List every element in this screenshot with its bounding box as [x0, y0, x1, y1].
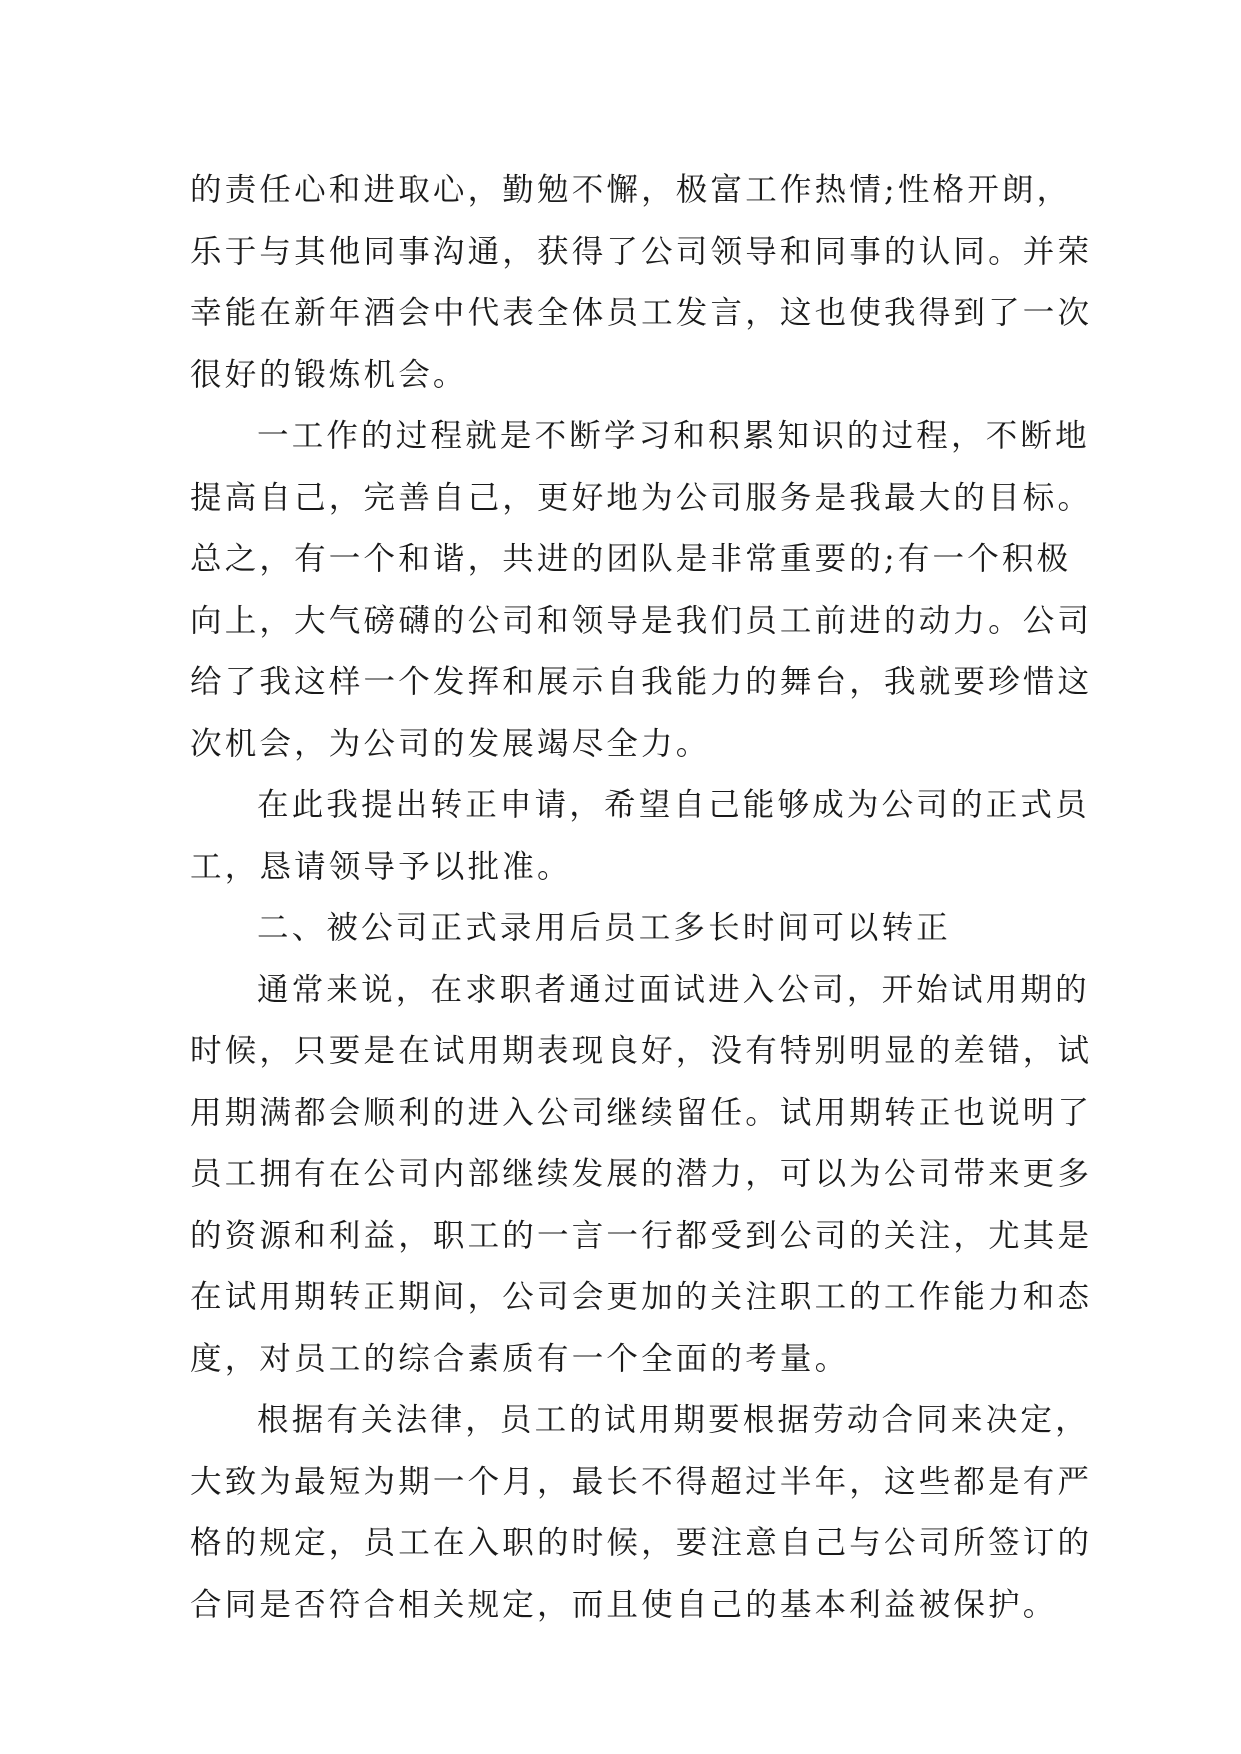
text-line: 一工作的过程就是不断学习和积累知识的过程，不断地	[257, 418, 1090, 454]
text-line: 总之，有一个和谐，共进的团队是非常重要的;有一个积极	[190, 541, 1072, 577]
text-line: 二、被公司正式录用后员工多长时间可以转正	[257, 910, 952, 946]
paragraph	[190, 775, 1090, 898]
text-line: 合同是否符合相关规定，而且使自己的基本利益被保护。	[190, 1586, 1058, 1623]
paragraph	[190, 406, 1093, 775]
text-line: 员工拥有在公司内部继续发展的潜力，可以为公司带来更多	[190, 1156, 1093, 1192]
text-line: 次机会，为公司的发展竭尽全力。	[190, 725, 711, 762]
text-line: 用期满都会顺利的进入公司继续留任。试用期转正也说明了	[190, 1094, 1093, 1131]
paragraph	[190, 898, 1050, 960]
text-line: 提高自己，完善自己，更好地为公司服务是我最大的目标。	[190, 479, 1093, 516]
text-line: 幸能在新年酒会中代表全体员工发言，这也使我得到了一次	[190, 295, 1093, 331]
text-line: 大致为最短为期一个月，最长不得超过半年，这些都是有严	[190, 1463, 1093, 1500]
document-body	[190, 160, 1093, 1636]
text-line: 乐于与其他同事沟通，获得了公司领导和同事的认同。并荣	[190, 233, 1093, 270]
text-line: 给了我这样一个发挥和展示自我能力的舞台，我就要珍惜这	[190, 664, 1093, 700]
text-line: 通常来说，在求职者通过面试进入公司，开始试用期的	[257, 971, 1090, 1008]
text-line: 向上，大气磅礴的公司和领导是我们员工前进的动力。公司	[190, 602, 1093, 639]
text-line: 很好的锻炼机会。	[190, 356, 468, 393]
paragraph	[190, 960, 1093, 1391]
text-line: 度，对员工的综合素质有一个全面的考量。	[190, 1340, 850, 1377]
paragraph	[190, 1390, 1093, 1636]
text-line: 的责任心和进取心，勤勉不懈，极富工作热情;性格开朗，	[190, 172, 1072, 208]
paragraph	[190, 160, 1093, 406]
text-line: 时候，只要是在试用期表现良好，没有特别明显的差错，试	[190, 1033, 1093, 1069]
text-line: 在试用期转正期间，公司会更加的关注职工的工作能力和态	[190, 1279, 1093, 1315]
text-line: 根据有关法律，员工的试用期要根据劳动合同来决定，	[257, 1402, 1090, 1438]
text-line: 的资源和利益，职工的一言一行都受到公司的关注，尤其是	[190, 1217, 1093, 1254]
text-line: 在此我提出转正申请，希望自己能够成为公司的正式员	[257, 787, 1090, 823]
text-line: 格的规定，员工在入职的时候，要注意自己与公司所签订的	[190, 1525, 1093, 1561]
text-line: 工，恳请领导予以批准。	[190, 848, 572, 885]
